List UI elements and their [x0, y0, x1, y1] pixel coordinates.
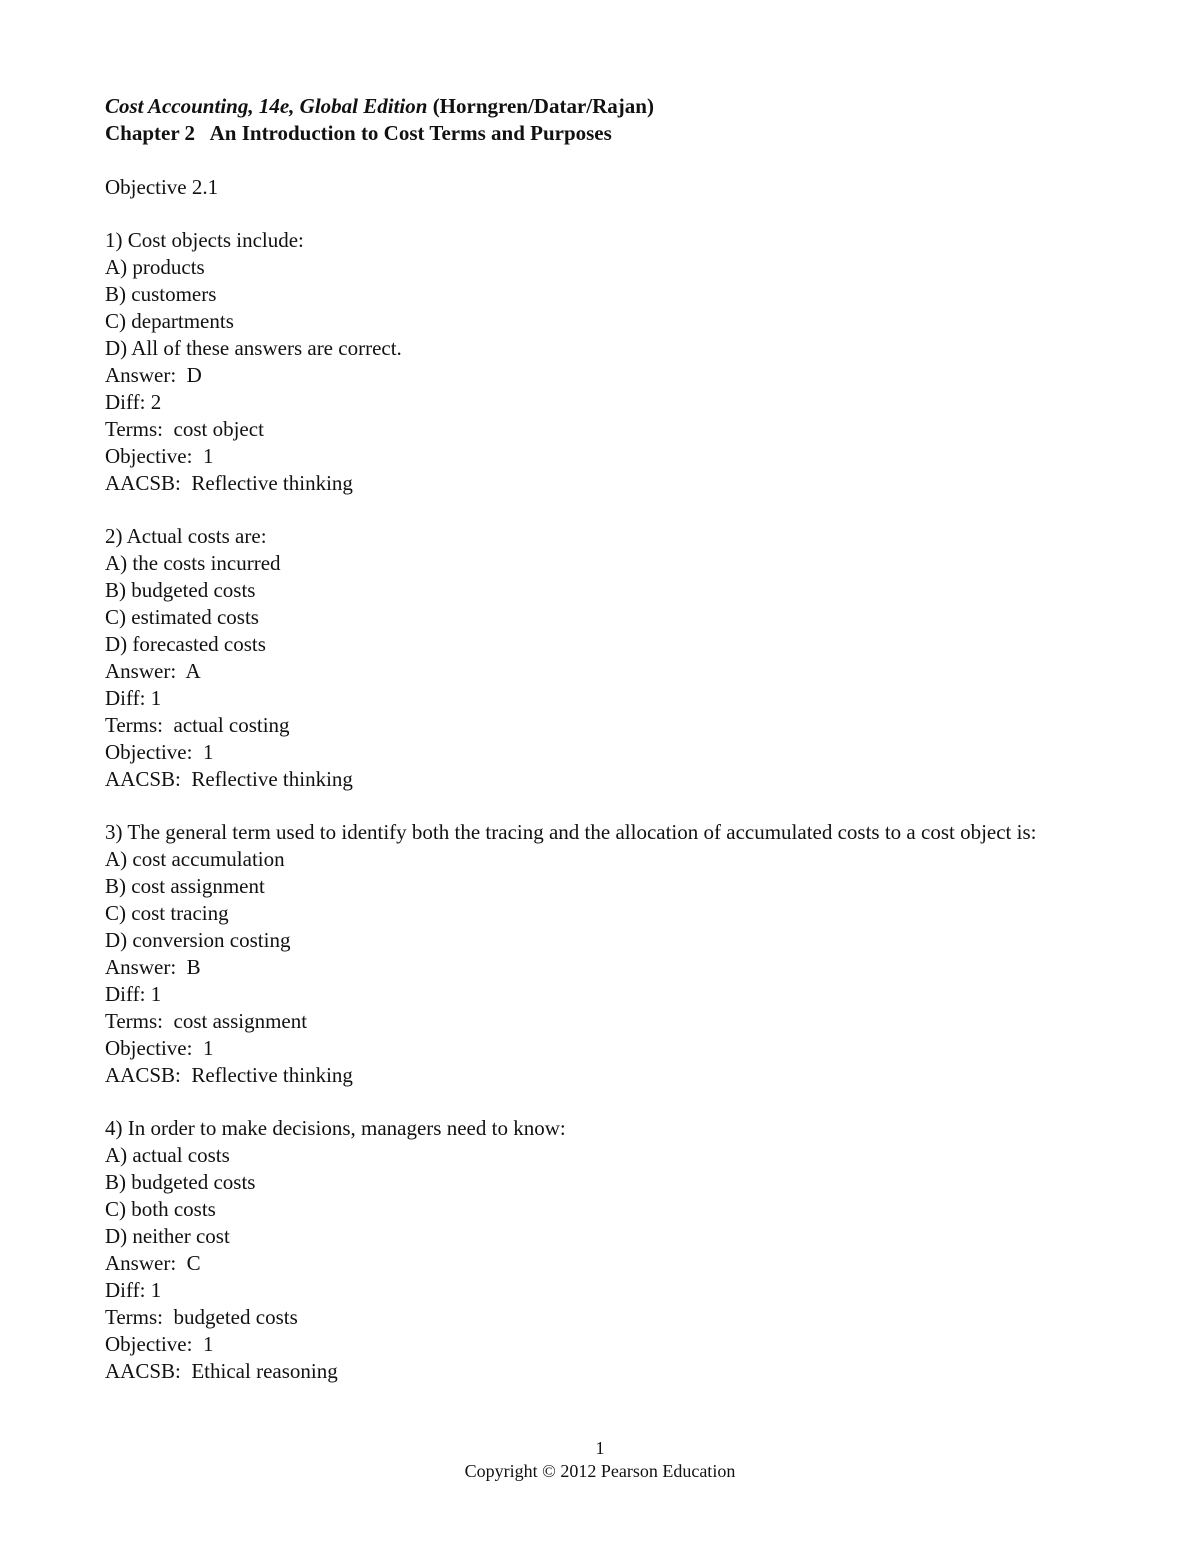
answer-option: B) budgeted costs	[105, 578, 256, 602]
question-block	[105, 523, 1095, 793]
terms: Terms: actual costing	[105, 713, 290, 737]
answer-option: C) both costs	[105, 1197, 216, 1221]
question-block	[105, 227, 1095, 497]
answer-key: Answer: B	[105, 955, 201, 979]
answer-option: B) budgeted costs	[105, 1170, 256, 1194]
difficulty: Diff: 2	[105, 390, 162, 414]
answer-option: A) actual costs	[105, 1143, 230, 1167]
answer-option: A) products	[105, 255, 205, 279]
book-title: Cost Accounting, 14e, Global Edition	[105, 94, 428, 118]
book-authors: (Horngren/Datar/Rajan)	[432, 94, 654, 118]
chapter-title: Chapter 2 An Introduction to Cost Terms and Purposes	[105, 121, 612, 145]
answer-option: D) neither cost	[105, 1224, 230, 1248]
answer-option: C) cost tracing	[105, 901, 229, 925]
page-footer	[0, 1437, 1200, 1483]
objective-heading: Objective 2.1	[105, 175, 219, 199]
copyright-notice: Copyright © 2012 Pearson Education	[464, 1461, 736, 1481]
objective: Objective: 1	[105, 740, 214, 764]
question-block	[105, 1115, 1095, 1385]
answer-key: Answer: C	[105, 1251, 201, 1275]
aacsb: AACSB: Ethical reasoning	[105, 1359, 338, 1383]
answer-option: D) conversion costing	[105, 928, 291, 952]
book-header	[105, 93, 1095, 120]
answer-option: D) forecasted costs	[105, 632, 266, 656]
answer-option: B) cost assignment	[105, 874, 265, 898]
question-block	[105, 819, 1095, 1089]
answer-key: Answer: D	[105, 363, 202, 387]
difficulty: Diff: 1	[105, 982, 162, 1006]
objective: Objective: 1	[105, 1036, 214, 1060]
objective: Objective: 1	[105, 1332, 214, 1356]
answer-key: Answer: A	[105, 659, 201, 683]
question-stem: 3) The general term used to identify both the tracing and the allocation of accumulated costs to a cost object is:	[105, 820, 1037, 844]
question-stem: 1) Cost objects include:	[105, 228, 304, 252]
page-number: 1	[595, 1438, 605, 1458]
difficulty: Diff: 1	[105, 686, 162, 710]
aacsb: AACSB: Reflective thinking	[105, 471, 353, 495]
terms: Terms: cost object	[105, 417, 264, 441]
answer-option: A) cost accumulation	[105, 847, 285, 871]
page-content	[105, 93, 1095, 1385]
question-stem: 2) Actual costs are:	[105, 524, 267, 548]
aacsb: AACSB: Reflective thinking	[105, 767, 353, 791]
answer-option: D) All of these answers are correct.	[105, 336, 402, 360]
answer-option: C) estimated costs	[105, 605, 259, 629]
difficulty: Diff: 1	[105, 1278, 162, 1302]
answer-option: C) departments	[105, 309, 234, 333]
aacsb: AACSB: Reflective thinking	[105, 1063, 353, 1087]
terms: Terms: cost assignment	[105, 1009, 308, 1033]
terms: Terms: budgeted costs	[105, 1305, 298, 1329]
answer-option: B) customers	[105, 282, 217, 306]
question-stem: 4) In order to make decisions, managers need to know:	[105, 1116, 566, 1140]
objective: Objective: 1	[105, 444, 214, 468]
answer-option: A) the costs incurred	[105, 551, 281, 575]
